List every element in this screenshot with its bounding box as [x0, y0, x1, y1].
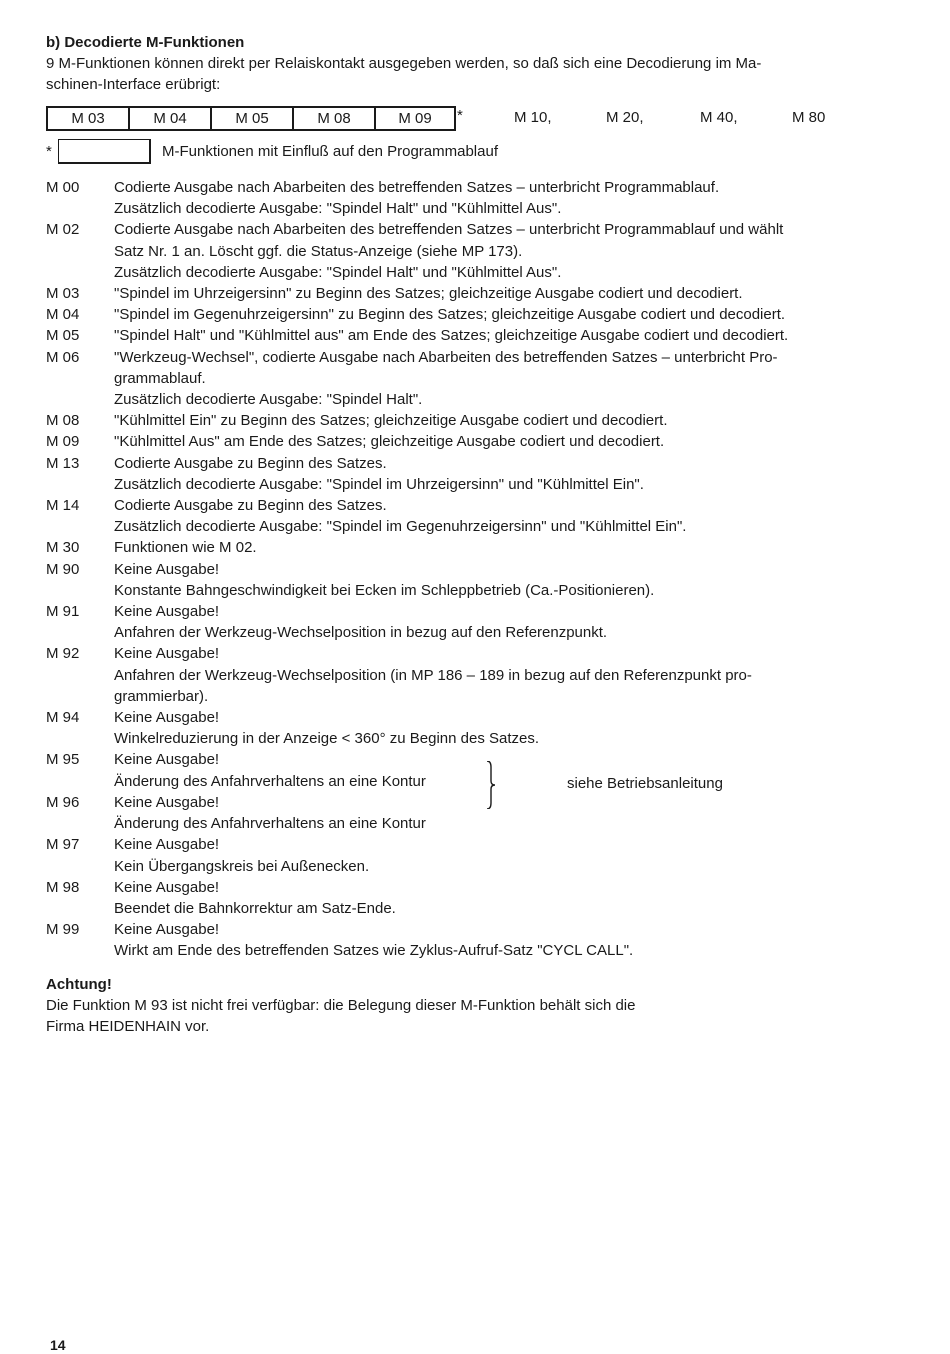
function-code: M 14 — [46, 497, 80, 515]
description-line: Wirkt am Ende des betreffenden Satzes wie Zyklus-Aufruf-Satz "CYCL CALL". — [114, 942, 634, 960]
description-line: Änderung des Anfahrverhaltens an eine Kontur — [114, 815, 426, 833]
function-code: M 02 — [46, 221, 80, 239]
function-entry — [46, 643, 906, 707]
warning-title: Achtung! — [46, 975, 112, 993]
function-code: M 09 — [46, 433, 80, 451]
description-line: grammierbar). — [114, 687, 209, 705]
function-entry — [46, 919, 906, 961]
intro-line: 9 M-Funktionen können direkt per Relaiskontakt ausgegeben werden, so daß sich eine Decodierung im Ma- — [46, 55, 762, 72]
boxed-functions — [46, 106, 456, 131]
description-line: Funktionen wie M 02. — [114, 539, 257, 557]
function-box-row — [46, 106, 906, 136]
function-code: M 30 — [46, 539, 80, 557]
asterisk-mark: * — [46, 143, 52, 160]
description-line: Keine Ausgabe! — [114, 560, 220, 578]
warning-line: Firma HEIDENHAIN vor. — [46, 1017, 210, 1035]
function-description — [114, 219, 906, 283]
function-code: M 97 — [46, 836, 80, 854]
boxed-function: M 05 — [210, 108, 292, 129]
page-number: 14 — [50, 1337, 66, 1353]
function-entry — [46, 495, 906, 537]
description-line: Satz Nr. 1 an. Löscht ggf. die Status-Anzeige (siehe MP 173). — [114, 242, 523, 260]
function-entry — [46, 453, 906, 495]
function-code: M 90 — [46, 560, 80, 578]
function-description — [114, 537, 906, 558]
function-code: M 98 — [46, 878, 80, 896]
description-line: Keine Ausgabe! — [114, 645, 220, 663]
function-entry — [46, 559, 906, 601]
asterisk-mark: * — [457, 107, 463, 124]
function-entry — [46, 707, 906, 749]
function-description — [114, 453, 906, 495]
function-description — [114, 495, 906, 537]
description-line: Anfahren der Werkzeug-Wechselposition in bezug auf den Referenzpunkt. — [114, 624, 608, 642]
function-entry — [46, 347, 906, 411]
function-list — [46, 177, 906, 749]
function-entry — [46, 219, 906, 283]
function-entry — [46, 834, 906, 876]
function-entry — [46, 325, 906, 346]
description-line: Winkelreduzierung in der Anzeige < 360° zu Beginn des Satzes. — [114, 730, 540, 748]
intro-line: schinen-Interface erübrigt: — [46, 76, 221, 93]
function-code: M 03 — [46, 285, 80, 303]
function-code: M 13 — [46, 454, 80, 472]
function-description — [114, 877, 906, 919]
function-description — [114, 643, 906, 707]
section-heading: b) Decodierte M-Funktionen — [46, 34, 245, 51]
page-content — [46, 32, 906, 1037]
function-description — [114, 410, 906, 431]
description-line: Keine Ausgabe! — [114, 836, 220, 854]
function-entry — [46, 749, 906, 791]
boxed-function: M 08 — [292, 108, 374, 129]
description-line: Änderung des Anfahrverhaltens an eine Kontur — [114, 772, 426, 790]
function-description — [114, 325, 906, 346]
other-function: M 10, — [514, 109, 552, 126]
description-line: Keine Ausgabe! — [114, 709, 220, 727]
brace-note: siehe Betriebsanleitung — [567, 775, 723, 793]
description-line: Keine Ausgabe! — [114, 921, 220, 939]
boxed-function: M 03 — [71, 110, 105, 127]
function-code: M 04 — [46, 306, 80, 324]
function-description — [114, 707, 906, 749]
description-line: Zusätzlich decodierte Ausgabe: "Spindel Halt" und "Kühlmittel Aus". — [114, 263, 562, 281]
warning-line: Die Funktion M 93 ist nicht frei verfügbar: die Belegung dieser M-Funktion behält sich die — [46, 996, 636, 1014]
function-code: M 99 — [46, 921, 80, 939]
function-entry — [46, 537, 906, 558]
function-entry — [46, 601, 906, 643]
description-line: Anfahren der Werkzeug-Wechselposition (in MP 186 – 189 in bezug auf den Referenzpunkt pro- — [114, 666, 752, 684]
description-line: Keine Ausgabe! — [114, 751, 220, 769]
description-line: Codierte Ausgabe nach Abarbeiten des betreffenden Satzes – unterbricht Programmablauf und wählt — [114, 221, 784, 239]
description-line: grammablauf. — [114, 369, 206, 387]
legend-box-sample — [58, 139, 151, 164]
function-code: M 96 — [46, 793, 80, 811]
function-code: M 95 — [46, 751, 80, 769]
right-brace-icon — [485, 761, 497, 809]
other-function: M 40, — [700, 109, 738, 126]
description-line: "Kühlmittel Aus" am Ende des Satzes; gleichzeitige Ausgabe codiert und decodiert. — [114, 433, 665, 451]
description-line: Konstante Bahngeschwindigkeit bei Ecken im Schleppbetrieb (Ca.-Positionieren). — [114, 581, 655, 599]
function-entry — [46, 792, 906, 834]
description-line: Zusätzlich decodierte Ausgabe: "Spindel im Gegenuhrzeigersinn" und "Kühlmittel Ein". — [114, 518, 687, 536]
function-description — [114, 304, 906, 325]
function-entry — [46, 177, 906, 219]
function-code: M 08 — [46, 412, 80, 430]
function-code: M 05 — [46, 327, 80, 345]
function-code: M 92 — [46, 645, 80, 663]
description-line: "Spindel im Uhrzeigersinn" zu Beginn des Satzes; gleichzeitige Ausgabe codiert und decodiert. — [114, 285, 743, 303]
function-description — [114, 919, 906, 961]
boxed-function: M 04 — [128, 108, 210, 129]
function-code: M 91 — [46, 603, 80, 621]
description-line: "Werkzeug-Wechsel", codierte Ausgabe nach Abarbeiten des betreffenden Satzes – unterbricht Pro- — [114, 348, 778, 366]
function-description — [114, 177, 906, 219]
description-line: Beendet die Bahnkorrektur am Satz-Ende. — [114, 899, 396, 917]
description-line: Codierte Ausgabe zu Beginn des Satzes. — [114, 454, 387, 472]
description-line: Zusätzlich decodierte Ausgabe: "Spindel Halt". — [114, 391, 423, 409]
description-line: Keine Ausgabe! — [114, 793, 220, 811]
description-line: "Kühlmittel Ein" zu Beginn des Satzes; gleichzeitige Ausgabe codiert und decodiert. — [114, 412, 668, 430]
description-line: Keine Ausgabe! — [114, 603, 220, 621]
description-line: Zusätzlich decodierte Ausgabe: "Spindel Halt" und "Kühlmittel Aus". — [114, 200, 562, 218]
description-line: Codierte Ausgabe nach Abarbeiten des betreffenden Satzes – unterbricht Programmablauf. — [114, 179, 720, 196]
legend-text: M-Funktionen mit Einfluß auf den Programmablauf — [162, 143, 498, 160]
function-description — [114, 283, 906, 304]
description-line: Codierte Ausgabe zu Beginn des Satzes. — [114, 497, 387, 515]
function-description — [114, 347, 906, 411]
function-code: M 94 — [46, 709, 80, 727]
function-description — [114, 749, 906, 791]
function-description — [114, 601, 906, 643]
brace-group — [46, 749, 906, 834]
description-line: "Spindel Halt" und "Kühlmittel aus" am Ende des Satzes; gleichzeitige Ausgabe codiert und decodiert. — [114, 327, 789, 345]
function-description — [114, 559, 906, 601]
description-line: Zusätzlich decodierte Ausgabe: "Spindel im Uhrzeigersinn" und "Kühlmittel Ein". — [114, 475, 644, 493]
description-line: "Spindel im Gegenuhrzeigersinn" zu Beginn des Satzes; gleichzeitige Ausgabe codiert und decodiert. — [114, 306, 786, 324]
other-function: M 80 — [792, 109, 826, 126]
function-entry — [46, 304, 906, 325]
function-description — [114, 834, 906, 876]
function-description — [114, 792, 906, 834]
boxed-function: M 09 — [374, 108, 454, 129]
intro-paragraph — [46, 53, 906, 95]
other-function: M 20, — [606, 109, 644, 126]
function-entry — [46, 431, 906, 452]
warning-text — [46, 995, 906, 1037]
function-description — [114, 431, 906, 452]
description-line: Keine Ausgabe! — [114, 878, 220, 896]
function-list-tail — [46, 834, 906, 961]
function-entry — [46, 877, 906, 919]
function-entry — [46, 283, 906, 304]
legend — [46, 138, 906, 168]
function-code: M 06 — [46, 348, 80, 366]
function-code: M 00 — [46, 179, 80, 196]
function-entry — [46, 410, 906, 431]
description-line: Kein Übergangskreis bei Außenecken. — [114, 857, 370, 875]
